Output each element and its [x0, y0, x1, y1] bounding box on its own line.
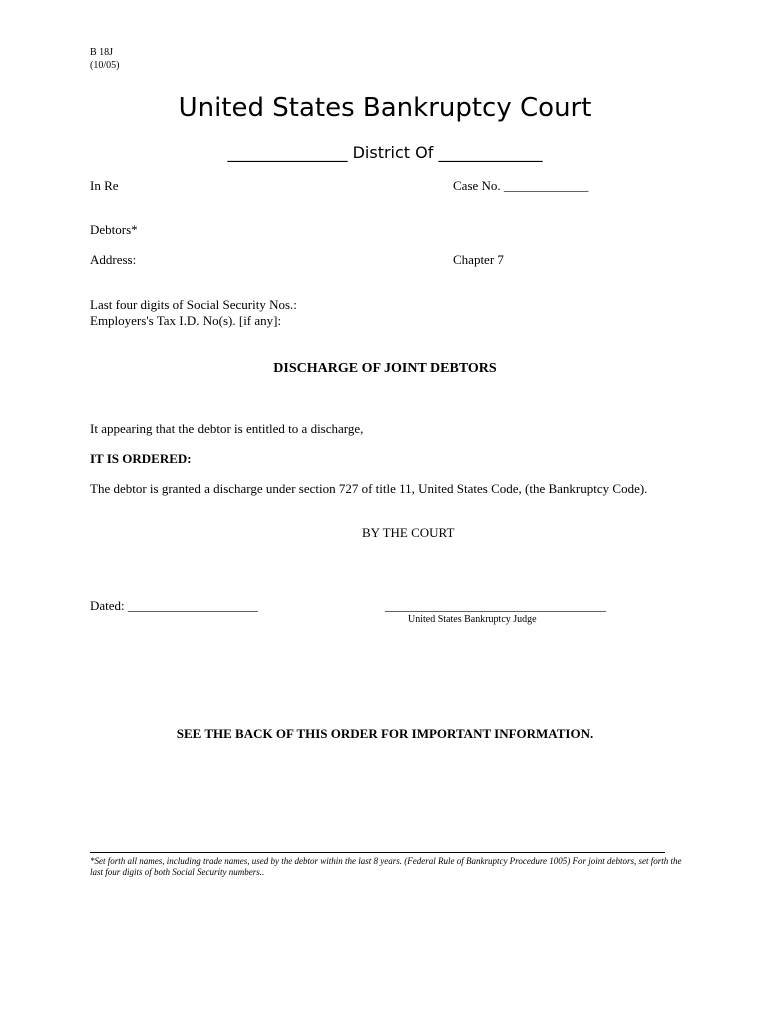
order-heading: DISCHARGE OF JOINT DEBTORS	[273, 361, 497, 376]
in-re-label: In Re	[90, 178, 119, 193]
judge-title: United States Bankruptcy Judge	[408, 614, 537, 625]
case-no-blank: _____________	[503, 178, 589, 193]
dated-field	[90, 598, 258, 614]
ordered-label: IT IS ORDERED:	[90, 451, 192, 466]
form-revision: (10/05)	[90, 60, 120, 71]
case-no-label: Case No.	[453, 178, 501, 193]
chapter-label: Chapter 7	[453, 252, 504, 267]
address-label: Address:	[90, 252, 137, 267]
order-finding: It appearing that the debtor is entitled to a discharge,	[90, 421, 364, 436]
tax-id-label: Employers's Tax I.D. No(s). [if any]:	[90, 313, 282, 328]
district-line: _______________ District Of _____________	[227, 143, 543, 162]
judge-signature-line: __________________________________	[385, 598, 606, 613]
form-code: B 18J	[90, 47, 114, 58]
dated-blank: ____________________	[127, 598, 258, 613]
order-grant: The debtor is granted a discharge under section 727 of title 11, United States Code, (the Bankruptcy Code).	[90, 481, 648, 496]
back-notice: SEE THE BACK OF THIS ORDER FOR IMPORTANT INFORMATION.	[176, 726, 594, 741]
dated-label: Dated:	[90, 598, 125, 613]
court-title: United States Bankruptcy Court	[178, 93, 592, 123]
footnote-divider	[90, 852, 665, 853]
by-the-court: BY THE COURT	[362, 525, 455, 540]
debtors-label: Debtors*	[90, 222, 138, 237]
ssn-label: Last four digits of Social Security Nos.:	[90, 297, 297, 312]
case-number-field	[453, 178, 588, 194]
footnote-text: *Set forth all names, including trade names, used by the debtor within the last 8 years. (Federal Rule of Bankruptcy Procedure 1005) For joint debtors, set forth the last four digits of both Social Security numbers..	[90, 856, 682, 877]
